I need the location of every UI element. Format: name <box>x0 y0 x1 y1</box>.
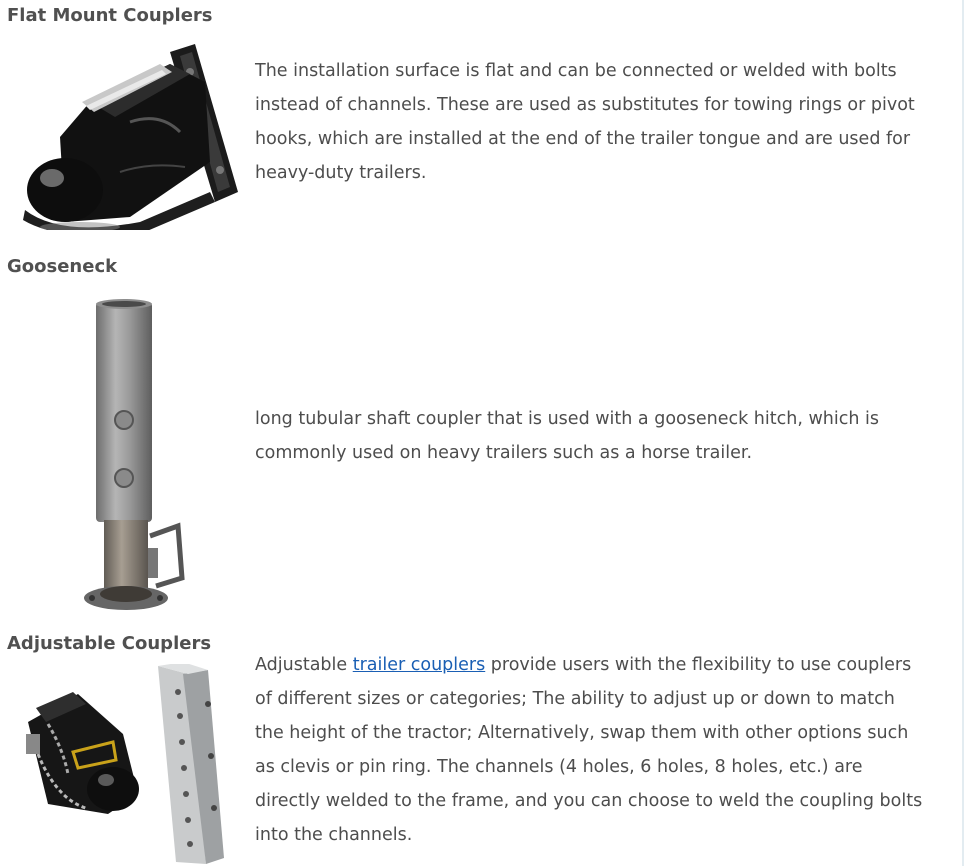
adjustable-coupler-image <box>18 664 238 864</box>
adjustable-text-before-link: Adjustable <box>255 655 353 675</box>
section-text-flat-mount: The installation surface is flat and can be connected or welded with bolts instead of channels. These are used as substitutes for towing rings or pivot hooks, which are installed at the end of the trailer tongue and are used for heavy-duty trailers. <box>255 61 915 183</box>
section-text-adjustable <box>255 648 925 852</box>
section-text-gooseneck: long tubular shaft coupler that is used with a gooseneck hitch, which is commonly used on heavy trailers such as a horse trailer. <box>255 409 879 463</box>
section-heading-gooseneck: Gooseneck <box>7 256 118 277</box>
trailer-couplers-link[interactable]: trailer couplers <box>352 655 486 675</box>
section-heading-adjustable: Adjustable Couplers <box>7 633 212 654</box>
section-heading-flat-mount: Flat Mount Couplers <box>7 5 213 26</box>
flat-mount-coupler-image <box>20 42 242 230</box>
adjustable-text-after-link: provide users with the flexibility to use couplers of different sizes or categories; The ability to adjust up or down to match the height of the tractor; Alternatively, swap them with other options such as clevis or pin ring. The channels (4 holes, 6 holes, 8 holes, etc.) are directly welded to the frame, and you can choose to weld the coupling bolts into the channels. <box>255 655 923 845</box>
gooseneck-coupler-image <box>78 298 190 618</box>
